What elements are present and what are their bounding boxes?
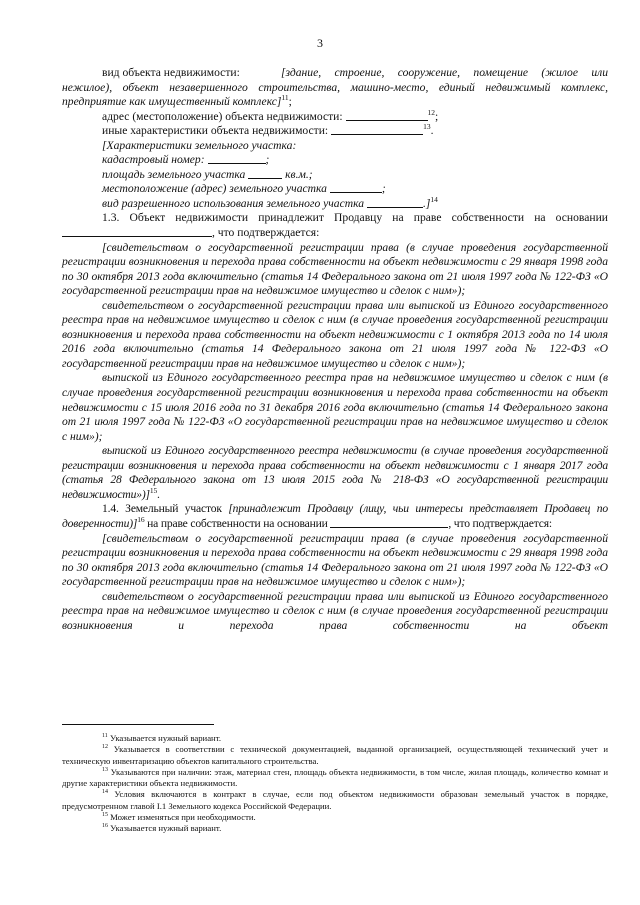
other-characteristics-blank[interactable] [331, 124, 423, 135]
item-text: [свидетельством о государственной регистрации права (в случае проведения государственной регистрации возникновения и перехода права собственности на объект недвижимости с 29 января 1998 года по 30 октября 2013 года включительно (статья 14 Федерального закона от 21 июля 1997 года № 122-ФЗ «О государственной регистрации прав на недвижимое имущество и сделок с ним»); [62, 240, 608, 298]
footnote-text: Указываются при наличии: этаж, материал стен, площадь объекта недвижимости, в том числе, жилая площадь, количество комнат и другие характеристики объекта недвижимости. [62, 766, 608, 789]
area-line [62, 168, 608, 183]
footnote-number: 16 [102, 823, 108, 830]
footnote-number: 15 [102, 812, 108, 819]
footnote-number: 13 [102, 767, 108, 773]
punct: ; [288, 95, 292, 109]
footnote-text: Может изменяться при необходимости. [108, 812, 256, 823]
footnote-text: Указывается в соответствии с технической документацией, выданной организацией, осуществляющей технический учет и техническую инвентаризацию объектов капитального строительства. [62, 744, 608, 766]
section-1-3-text: 1.3. Объект недвижимости принадлежит Продавцу на праве собственности на основании [102, 211, 608, 225]
footnote-number: 11 [102, 733, 108, 740]
item-text: выпиской из Единого государственного реестра прав на недвижимое имущество и сделок с ним (в случае проведения государственной регистрации возникновения и перехода права собственности на объект недвижимости с 15 июля 2016 года по 31 декабря 2016 года включительно (статья 14 Федерального закона от 21 июля 1997 года № 122-ФЗ «О государственной регистрации прав на недвижимое имущество и сделок с ним»); [62, 371, 608, 443]
punct: . [157, 487, 160, 501]
footnote-11 [62, 733, 608, 744]
section-1-3-item-1 [62, 241, 608, 299]
section-1-4-lead: 1.4. Земельный участок [102, 502, 229, 516]
document-body [62, 66, 608, 633]
punct: . [430, 124, 434, 138]
cadastral-line [62, 153, 608, 168]
area-blank[interactable] [248, 168, 282, 179]
section-1-4-tail: , что подтверждается: [448, 516, 552, 530]
section-1-3-item-3 [62, 371, 608, 444]
usage-line [62, 197, 608, 212]
section-1-3-item-4 [62, 444, 608, 502]
address-blank[interactable] [346, 110, 428, 121]
footnote-15 [62, 812, 608, 823]
footnote-separator [62, 724, 214, 725]
item-text: свидетельством о государственной регистрации права или выпиской из Единого государственного реестра прав на недвижимое имущество и сделок с ним (в случае проведения государственной регистрации возникновения и перехода права собственности на объект [62, 589, 608, 632]
other-characteristics-line [62, 124, 608, 139]
cadastral-blank[interactable] [208, 153, 266, 164]
address-label: адрес (местоположение) объекта недвижимости: [102, 109, 346, 123]
footnotes [62, 733, 608, 835]
land-header-text: [Характеристики земельного участка: [102, 138, 297, 152]
location-blank[interactable] [330, 182, 382, 193]
footnote-13 [62, 767, 608, 790]
section-1-3-tail: , что подтверждается: [212, 226, 320, 240]
section-1-4-item-2 [62, 590, 608, 634]
footnote-ref-14: 14 [430, 195, 438, 205]
footnote-text: Указывается нужный вариант. [108, 823, 222, 834]
object-type-options: [здание, строение, сооружение, помещение (жилое или нежилое), объект незавершенного строительства, машино-место, единый недвижимый комплекс, предприятие как имущественный комплекс] [62, 66, 608, 109]
footnote-text: Указывается нужный вариант. [107, 733, 222, 743]
page-number: 3 [317, 36, 323, 50]
address-line [62, 107, 608, 125]
location-label: местоположение (адрес) земельного участка [102, 182, 330, 196]
area-label: площадь земельного участка [102, 167, 249, 181]
cadastral-label: кадастровый номер: [102, 153, 208, 167]
footnote-text: Условия включаются в контракт в случае, если под объектом недвижимости образован земельный участок в порядке, предусмотренном главой I.1 Земельного кодекса Российской Федерации. [62, 789, 608, 811]
item-text: выпиской из Единого государственного реестра недвижимости (в случае проведения государственной регистрации возникновения и перехода права собственности на объект недвижимости с 1 января 2017 года (статья 28 Федерального закона от 13 июля 2015 года № 218-ФЗ «О государственной регистрации недвижимости»)] [62, 444, 608, 501]
item-text: свидетельством о государственной регистрации права или выпиской из Единого государственного реестра прав на недвижимое имущество и сделок с ним (в случае проведения государственной регистрации возникновения и перехода права собственности на объект недвижимости с 1 октября 2013 года по 14 июля 2016 года включительно (статья 14 Федерального закона от 21 июля 1997 года № 122-ФЗ «О государственной регистрации прав на недвижимое имущество и сделок с ним»); [62, 298, 608, 370]
footnote-ref-11: 11 [281, 93, 289, 103]
punct: ; [381, 182, 386, 196]
footnote-12 [62, 744, 608, 767]
location-line [62, 182, 608, 197]
land-basis-blank[interactable] [330, 517, 448, 528]
usage-label: вид разрешенного использования земельного участка [102, 196, 367, 210]
footnote-ref-16: 16 [137, 515, 145, 525]
footnote-number: 12 [102, 744, 108, 751]
item-text: [свидетельством о государственной регистрации права (в случае проведения государственной регистрации возникновения и перехода права собственности на объект недвижимости с 29 января 1998 года по 30 октября 2013 года включительно (статья 14 Федерального закона от 21 июля 1997 года № 122-ФЗ «О государственной регистрации прав на недвижимое имущество и сделок с ним»); [62, 531, 608, 589]
footnote-14 [62, 789, 608, 812]
footnote-ref-13: 13 [423, 122, 431, 132]
other-characteristics-label: иные характеристики объекта недвижимости: [102, 124, 332, 138]
section-1-3-item-2 [62, 299, 608, 372]
footnote-ref-12: 12 [427, 107, 435, 117]
usage-blank[interactable] [367, 197, 423, 208]
punct: ; [435, 109, 439, 123]
object-type-label: вид объекта недвижимости: [102, 66, 240, 79]
punct: .] [422, 196, 431, 210]
punct: ; [265, 153, 270, 167]
basis-blank[interactable] [62, 226, 212, 237]
land-header [62, 139, 608, 154]
section-1-4-item-1 [62, 532, 608, 590]
footnote-16 [62, 823, 608, 834]
footnote-number: 14 [102, 789, 108, 796]
section-1-3 [62, 211, 608, 240]
area-unit: кв.м.; [282, 167, 313, 181]
section-1-4-mid: на праве собственности на основании [144, 516, 331, 530]
section-1-4-owner: [принадлежит Продавцу (лицу, чьи интересы представляет Продавец по доверенности)] [62, 502, 608, 530]
section-1-4 [62, 502, 608, 531]
footnote-ref-15: 15 [149, 486, 158, 495]
